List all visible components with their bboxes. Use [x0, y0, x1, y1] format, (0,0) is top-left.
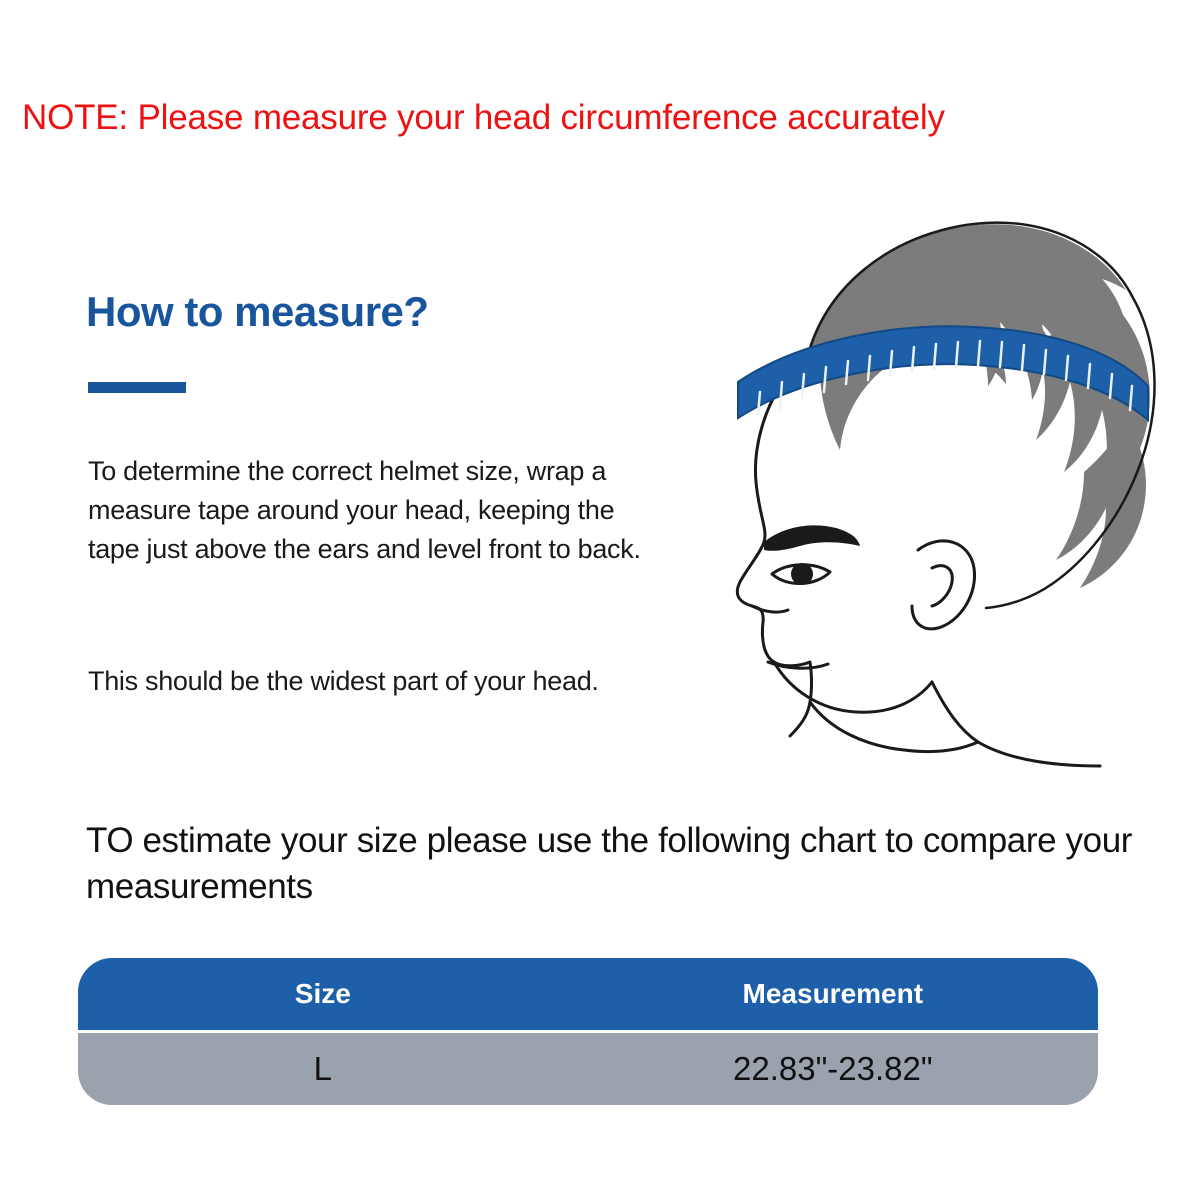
note-text: NOTE: Please measure your head circumference accurately	[22, 98, 945, 137]
instructions-paragraph-2: This should be the widest part of your head.	[88, 666, 599, 696]
cell-size: L	[313, 1050, 332, 1087]
column-header-measurement: Measurement	[742, 978, 924, 1009]
size-chart-table	[78, 958, 1098, 1105]
title-underline-divider	[88, 382, 186, 393]
page-title: How to measure?	[86, 288, 429, 335]
table-row	[78, 1033, 1098, 1105]
chart-lead-text: TO estimate your size please use the following chart to compare your measurements	[86, 821, 1133, 906]
column-header-size: Size	[294, 978, 351, 1009]
table-header-row	[78, 958, 1098, 1030]
instructions-paragraph-1: To determine the correct helmet size, wrap a measure tape around your head, keeping the tape just above the ears and level front to back.	[88, 456, 641, 564]
cell-measurement: 22.83"-23.82"	[732, 1050, 933, 1087]
head-measuring-tape-illustration	[660, 170, 1180, 770]
